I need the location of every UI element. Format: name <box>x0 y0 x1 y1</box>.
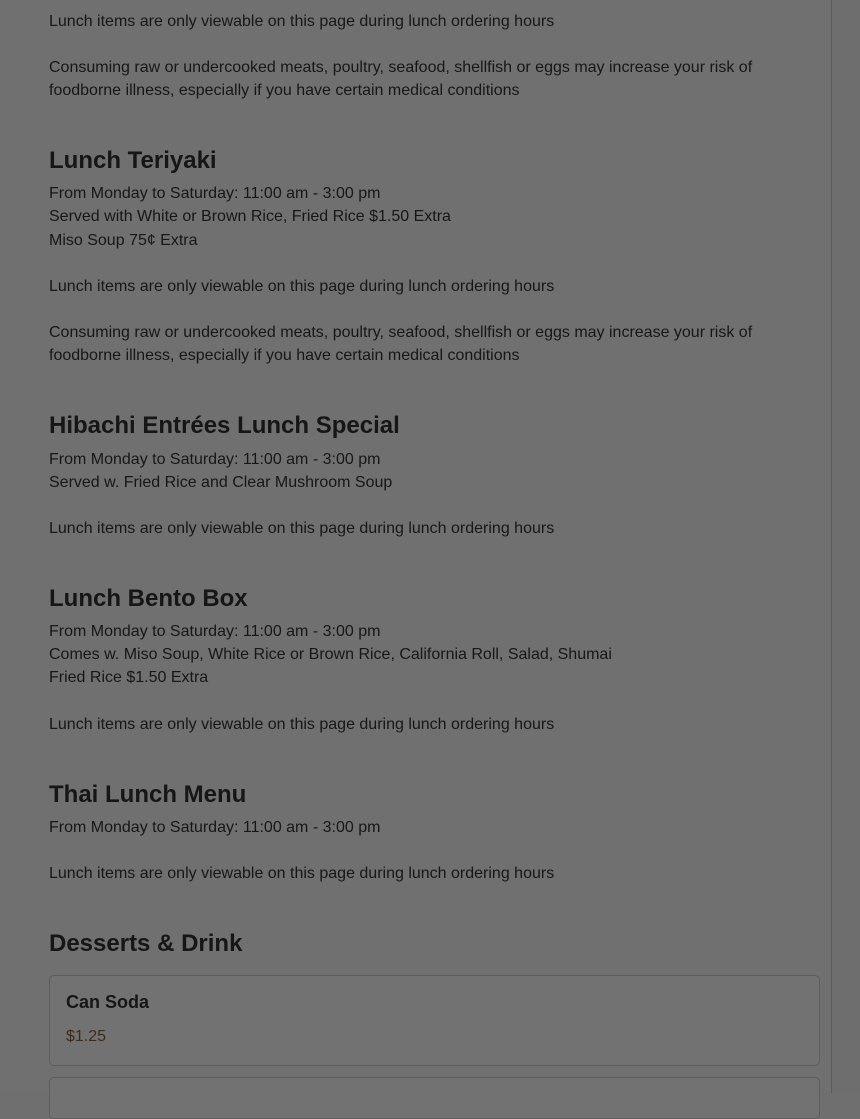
menu-item-card-partial[interactable] <box>49 1077 820 1119</box>
lunch-hours-note: Lunch items are only viewable on this page during lunch ordering hours <box>49 13 555 30</box>
hibachi-lunch-hours: From Monday to Saturday: 11:00 am - 3:00 pm <box>49 451 381 468</box>
hibachi-lunch-served-info: Served w. Fried Rice and Clear Mushroom Soup <box>49 474 393 491</box>
bento-fried-rice-info: Fried Rice $1.50 Extra <box>49 669 209 686</box>
lunch-hours-note: Lunch items are only viewable on this page during lunch ordering hours <box>49 865 555 882</box>
section-title-desserts-drink: Desserts & Drink <box>49 930 243 957</box>
menu-item-can-soda[interactable] <box>49 975 820 1066</box>
lunch-teriyaki-hours: From Monday to Saturday: 11:00 am - 3:00 pm <box>49 185 381 202</box>
page-gutter <box>832 0 860 1093</box>
menu-item-name: Can Soda <box>66 992 150 1012</box>
bento-lunch-contents: Comes w. Miso Soup, White Rice or Brown Rice, California Roll, Salad, Shumai <box>49 646 612 663</box>
lunch-teriyaki-soup-info: Miso Soup 75¢ Extra <box>49 232 198 249</box>
section-title-hibachi-lunch-special: Hibachi Entrées Lunch Special <box>49 412 400 439</box>
lunch-hours-note: Lunch items are only viewable on this page during lunch ordering hours <box>49 278 555 295</box>
thai-lunch-hours: From Monday to Saturday: 11:00 am - 3:00 pm <box>49 819 381 836</box>
food-safety-warning: Consuming raw or undercooked meats, poultry, seafood, shellfish or eggs may increase your risk of foodborne illness, especially if you have certain medical conditions <box>49 324 753 364</box>
lunch-teriyaki-rice-info: Served with White or Brown Rice, Fried Rice $1.50 Extra <box>49 208 451 225</box>
food-safety-warning: Consuming raw or undercooked meats, poultry, seafood, shellfish or eggs may increase your risk of foodborne illness, especially if you have certain medical conditions <box>49 59 753 99</box>
section-title-lunch-bento-box: Lunch Bento Box <box>49 585 248 612</box>
lunch-hours-note: Lunch items are only viewable on this page during lunch ordering hours <box>49 520 555 537</box>
menu-item-price: $1.25 <box>66 1028 107 1045</box>
section-title-thai-lunch-menu: Thai Lunch Menu <box>49 781 247 808</box>
section-title-lunch-teriyaki: Lunch Teriyaki <box>49 147 217 174</box>
bento-lunch-hours: From Monday to Saturday: 11:00 am - 3:00 pm <box>49 623 381 640</box>
lunch-hours-note: Lunch items are only viewable on this page during lunch ordering hours <box>49 716 555 733</box>
